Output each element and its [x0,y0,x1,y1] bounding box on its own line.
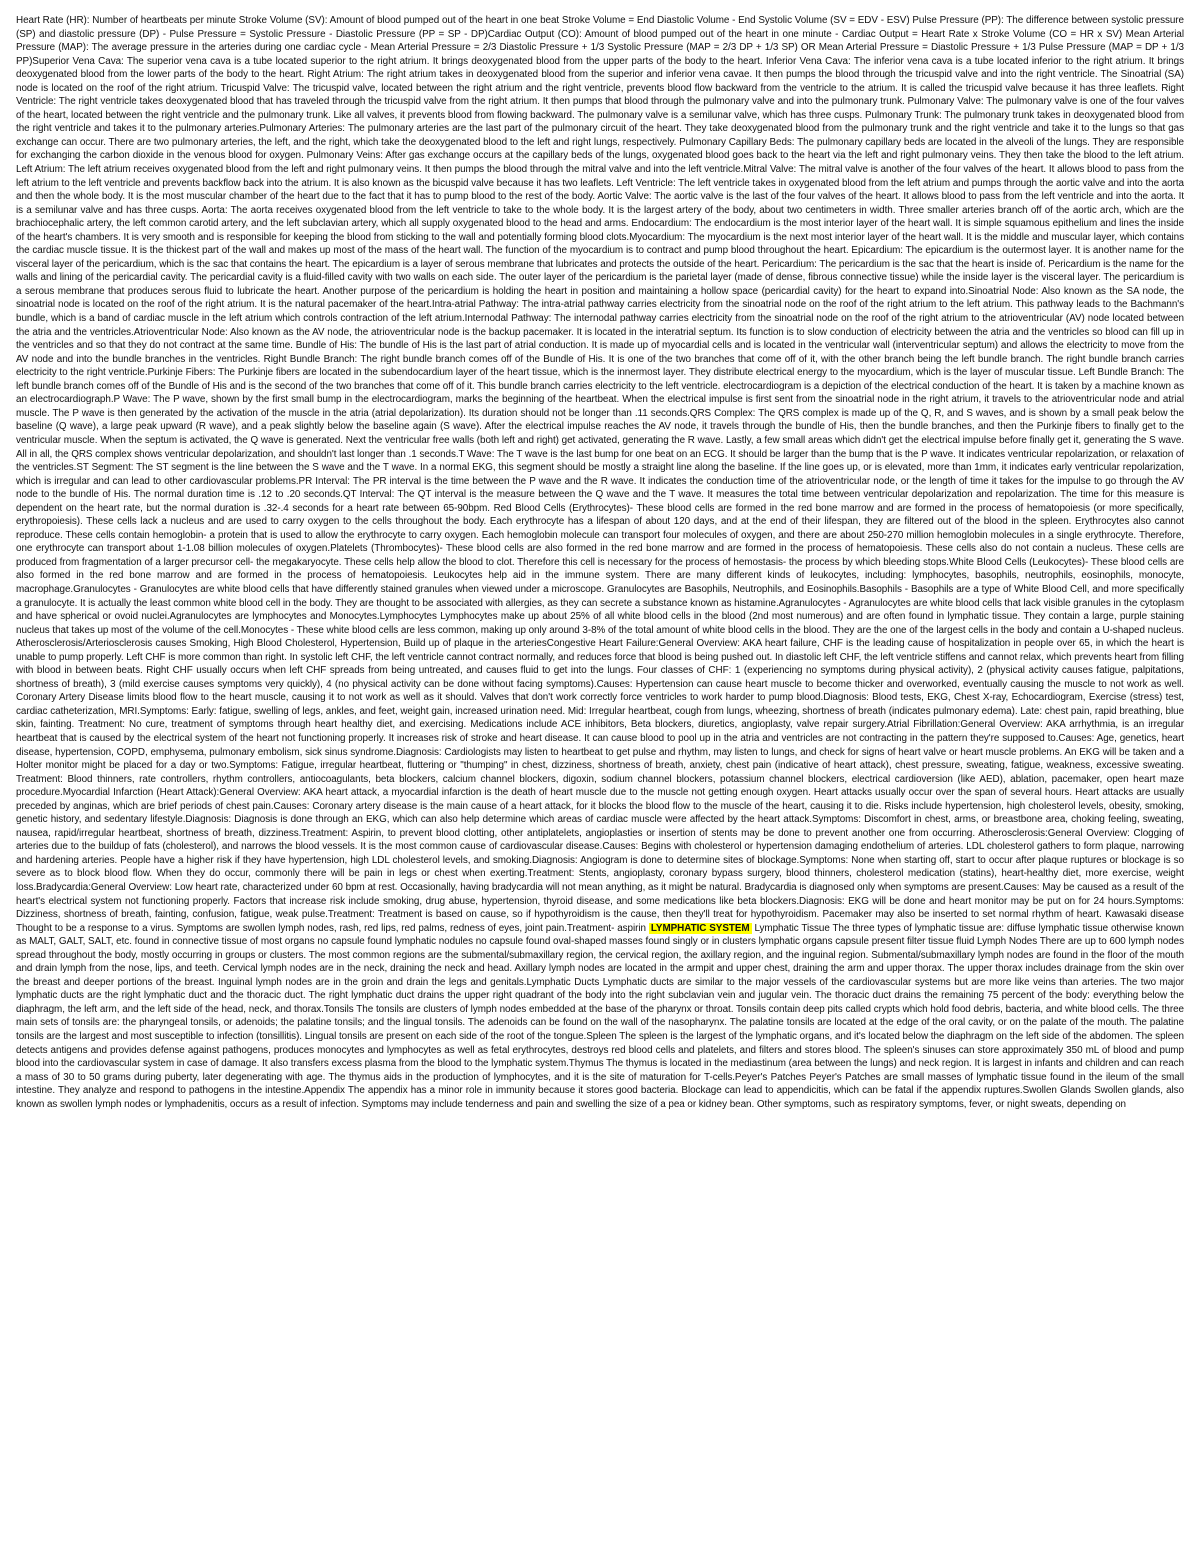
lymphatic-system-highlight: LYMPHATIC SYSTEM [650,922,750,934]
body-text-continued: Lymphatic Tissue The three types of lymphatic tissue are: diffuse lymphatic tissue otherwise known as MALT, GALT, SALT, etc. found in connective tissue of most organs no capsule found lymphatic nodules no capsule found oval-shaped masses found singly or in clusters lymphatic organs capsule present filter tissue fluid Lymph Nodes There are up to 600 lymph nodes spread throughout the body, mostly occurring in groups or clusters. The most common regions are the submental/submaxillary region, the cervical region, the axillary region, and the inguinal region. Submental/submaxillary lymph nodes are found in the floor of the mouth and drain lymph from the nose, lips, and teeth. Cervical lymph nodes are in the neck, draining the neck and head. Axillary lymph nodes are located in the armpit and upper chest, draining the arm and upper thorax. The upper thorax includes drainage from the skin over the breast and deeper portions of the breast. Inguinal lymph nodes are in the groin and drain the legs and genitals.Lymphatic Ducts Lymphatic ducts are similar to the major vessels of the cardiovascular systems but are more like veins than arteries. The two major lymphatic ducts are the right lymphatic duct and the thoracic duct. The right lymphatic duct drains the upper right quadrant of the body into the right subclavian vein and jugular vein. The thoracic duct drains the remaining 75 percent of the body: everything below the diaphragm, the left arm, and the left side of the head, neck, and thorax.Tonsils The tonsils are clusters of lymph nodes embedded at the base of the pharynx or throat. Tonsils contain deep pits called crypts which hold food debris, bacteria, and white blood cells. The three main sets of tonsils are: the pharyngeal tonsils, or adenoids; the palatine tonsils; and the lingual tonsils. The adenoids can be found on the wall of the nasopharynx. The palatine tonsils are located at the edge of the oral cavity, or on the palate of the mouth. The palatine tonsils are the largest and most susceptible to infection (tonsillitis). Lingual tonsils are present on each side of the root of the tongue.Spleen The spleen is the largest of the lymphatic organs, and it's located below the diaphragm on the left side of the abdomen. The spleen detects antigens and provides defense against pathogens, produces monocytes and lymphocytes as well as fetal erythrocytes, destroys red blood cells and platelets, and filters and stores blood. The spleen's sinuses can store approximately 350 mL of blood and pump blood into the cardiovascular system in case of damage. It also transfers excess plasma from the blood to the lymphatic system.Thymus The thymus is located in the mediastinum (area between the lungs) and neck region. It is largest in infants and children and can reach a mass of 30 to 50 grams during puberty, later degenerating with age. The thymus aids in the production of lymphocytes, and it is the site of maturation for T-cells.Peyer's Patches Peyer's Patches are small masses of lymphatic tissue found in the ileum of the small intestine. They analyze and respond to pathogens in the intestine.Appendix The appendix has a minor role in immunity because it stores good bacteria. Blockage can lead to appendicitis, which can be fatal if the appendix ruptures.Swollen Glands Swollen glands, also known as swollen lymph nodes or lymphadenitis, occurs as a result of infection. Symptoms may include tenderness and pain and swelling the size of a pea or kidney bean. Other symptoms, such as respiratory symptoms, fever, or night sweats, depending on [16,922,1184,1110]
body-text: Heart Rate (HR): Number of heartbeats per minute Stroke Volume (SV): Amount of blood pumped out of the heart in one beat Stroke Volume = End Diastolic Volume - End Systolic Volume (SV = EDV - ESV) Pulse Pressure (PP): The difference between systolic pressure (SP) and diastolic pressure (DP) - Pulse Pressure = Systolic Pressure - Diastolic Pressure (PP = SP - DP)Cardiac Output (CO): Amount of blood pumped out of the heart in one minute - Cardiac Output = Heart Rate x Stroke Volume (CO = HR x SV) Mean Arterial Pressure (MAP): The average pressure in the arteries during one cardiac cycle - Mean Arterial Pressure = 2/3 Diastolic Pressure + 1/3 Systolic Pressure (MAP = 2/3 DP + 1/3 SP) OR Mean Arterial Pressure = Diastolic Pressure + 1/3 Pulse Pressure (MAP = DP + 1/3 PP)Superior Vena Cava: The superior vena cava is a tube located superior to the right atrium. It brings deoxygenated blood from the upper parts of the body to the heart. Inferior Vena Cava: The inferior vena cava is a tube located inferior to the right atrium. It brings deoxygenated blood from the lower parts of the body to the heart. Right Atrium: The right atrium takes in deoxygenated blood from the superior and inferior vena cavae. It then pumps the blood through the tricuspid valve and into the right ventricle. The Sinoatrial (SA) node is located on the roof of the right atrium. Tricuspid Valve: The tricuspid valve, located between the right atrium and the right ventricle, prevents blood flow backward from the ventricle to the atrium. It is called the tricuspid valve because it has three leaflets. Right Ventricle: The right ventricle takes deoxygenated blood that has traveled through the tricuspid valve from the right atrium. It then pumps that blood through the pulmonary valve and into the pulmonary trunk. Pulmonary Valve: The pulmonary valve is one of the four valves of the heart, located between the right ventricle and the pulmonary trunk. Like all valves, it prevents blood from flowing backward. The pulmonary valve is a semilunar valve, which has three cusps. Pulmonary Trunk: The pulmonary trunk takes in deoxygenated blood from the right ventricle and takes it to the pulmonary arteries.Pulmonary Arteries: The pulmonary arteries are the last part of the pulmonary circuit of the heart. They take deoxygenated blood from the pulmonary trunk and the right ventricle and take it to the lungs so that gas exchange can occur. There are two pulmonary arteries, the left, and the right, which take the deoxygenated blood to the left and right lungs, respectively. Pulmonary Capillary Beds: The pulmonary capillary beds are located in the alveoli of the lungs. They are responsible for exchanging the carbon dioxide in the venous blood for oxygen. Pulmonary Veins: After gas exchange occurs at the capillary beds of the lungs, oxygenated blood goes back to the heart via the left and right pulmonary veins. They then take the blood to the left atrium. Left Atrium: The left atrium receives oxygenated blood from the left and right pulmonary veins. It then pumps the blood through the mitral valve and into the left ventricle.Mitral Valve: The mitral valve is another of the four valves of the heart. It allows blood to pass from the left atrium to the left ventricle and prevents backflow back into the atrium. It is also known as the bicuspid valve because it has two leaflets. Left Ventricle: The left ventricle takes in oxygenated blood from the left atrium and pumps through the aortic valve and into the aorta and then the whole body. It is the most muscular chamber of the heart due to the fact that it has to pump blood to the rest of the body. Aortic Valve: The aortic valve is the last of the four valves of the heart. It allows blood to pass from the left ventricle and into the aorta. It is a semilunar valve and has three cusps. Aorta: The aorta receives oxygenated blood from the left ventricle to take to the whole body. It is the largest artery of the body, about two centimeters in width. Three smaller arteries branch off of the aortic arch, which are the brachiocephalic artery, the left common carotid artery, and the left subclavian artery, which all supply oxygenated blood to the head and arms. Endocardium: The endocardium is the most interior layer of the heart wall. It is simple squamous epithelium and lines the inside of the heart's chambers. It is very smooth and is responsible for keeping the blood from sticking to the wall and potentially forming blood clots.Myocardium: The myocardium is the next most interior layer of the heart wall. It is the middle and muscular layer, which contains the cardiac muscle tissue. It is the thickest part of the wall and makes up most of the mass of the heart wall. The function of the myocardium is to contract and pump blood throughout the heart. Epicardium: The epicardium is the outermost layer. It is another name for the visceral layer of the pericardium, which is the sac that contains the heart. The epicardium is a layer of serous membrane that lubricates and protects the outside of the heart. Pericardium: The pericardium is the sac that the heart is inside of. Pericardium is the name for the walls and lining of the pericardial cavity. The pericardial cavity is a fluid-filled cavity with two walls on each side. The outer layer of the pericardium is the parietal layer (made of dense, fibrous connective tissue) while the inside layer is the visceral layer. The pericardium is a serous membrane that produces serous fluid to lubricate the heart. Another purpose of the pericardium is holding the heart in position and maintaining a hollow space (pericardial cavity) for the heart to expand into.Sinoatrial Node: Also known as the SA node, the sinoatrial node is located on the roof of the right atrium. It is the natural pacemaker of the heart.Intra-atrial Pathway: The intra-atrial pathway carries electricity from the sinoatrial node on the roof of the right atrium to the left atrium. This pathway leads to the Bachmann's bundle, which is a band of cardiac muscle in the left atrium which controls contraction of the left atrium.Internodal Pathway: The internodal pathway carries electricity from the sinoatrial node on the roof of the right atrium to the atrioventricular (AV) node located between the atria and the ventricles.Atrioventricular Node: Also known as the AV node, the atrioventricular node is the backup pacemaker. It is located in the interatrial septum. Its function is to slow conduction of electricity between the atria and the ventricles so blood can fill up in the ventricles and so that they do not contract at the same time. Bundle of His: The bundle of His is the last part of atrial conduction. It is made up of myocardial cells and is located in the ventricular wall (interventricular septum) and allows the electricity to move from the AV node and into the bundle branches in the ventricles. Right Bundle Branch: The right bundle branch comes off of the Bundle of His. It is one of the two branches that come off of it, with the other branch being the left bundle branch. The right bundle branch carries electricity to the right ventricle.Purkinje Fibers: The Purkinje fibers are located in the subendocardium layer of the heart tissue, which is the innermost layer. They distribute electrical energy to the myocardium, which is the layer of muscular tissue. Left Bundle Branch: The left bundle branch comes off of the Bundle of His and is the second of the two branches that come off of it. This bundle branch carries electricity to the left ventricle. electrocardiogram is a depiction of the electrical conduction of the heart. It is taken by a machine known as an electrocardiograph.P Wave: The P wave, shown by the first small bump in the electrocardiogram, marks the beginning of the heartbeat. When the electrical impulse is first sent from the sinoatrial node in the right atrium, it travels to the atrioventricular node and atrial muscle. The P wave is then generated by the activation of the muscle in the atria (atrial depolarization). Its duration should not be longer than .11 seconds.QRS Complex: The QRS complex is made up of the Q, R, and S waves, and is shown by a small peak below the baseline (Q wave), a large peak upward (R wave), and a peak slightly below the baseline again (S wave). After the electrical impulse reaches the AV node, it travels through the bundle of His, then the bundle branches, and then the Purkinje fibers to finally get to the ventricular muscle. When the septum is activated, the Q wave is generated. Next the ventricular free walls (both left and right) get activated, generating the R wave. Lastly, a few small areas which didn't get the electrical impulse before finally get it, generating the S wave. All in all, the QRS complex shows ventricular depolarization, and shouldn't last longer than .1 seconds.T Wave: The T wave is the last bump for one beat on an ECG. It should be larger than the bump that is the P wave. It indicates ventricular repolarization, or relaxation of the ventricles.ST Segment: The ST segment is the line between the S wave and the T wave. In a normal EKG, this segment should be mostly a straight line along the baseline. If the line goes up, or is elevated, more than 1mm, it indicates early ventricular repolarization, which is irregular and can lead to other cardiovascular problems.PR Interval: The PR interval is the time between the P wave and the R wave. It indicates the conduction time of the atrioventricular node, or the length of time it takes for the impulse to go through the AV node to the bundle of His. The normal duration time is .12 to .20 seconds.QT Interval: The QT interval is the measure between the Q wave and the T wave. It measures the total time between ventricular depolarization and repolarization. The time for this measure is dependent on the heart rate, but the normal duration is .32-.4 seconds for a heart rate between 65-90bpm. Red Blood Cells (Erythrocytes)- These blood cells are formed in the red bone marrow and are formed in the process of hematopoiesis (or more specifically, erythropoiesis). These cells lack a nucleus and are used to carry oxygen to the cells throughout the body. Each erythrocyte has a lifespan of about 120 days, and at the end of their lifespan, they are filtered out of the blood in the spleen. Erythrocytes also cannot reproduce. These cells contain hemoglobin- a protein that is used to allow the erythrocyte to carry oxygen. Each hemoglobin molecule can transport four molecules of oxygen, and there are about 250-270 million hemoglobin molecules in a single erythrocyte. Therefore, one erythrocyte can transport about 1-1.08 billion molecules of oxygen.Platelets (Thrombocytes)- These blood cells are also formed in the red bone marrow and are formed in the process of hematopoiesis. These cells also do not contain a nucleus. These cells are produced from fragmentation of a larger precursor cell- the megakaryocyte. These cells help allow the blood to clot. Therefore this cell is necessary for the process of hemostasis- the process by which bleeding stops.White Blood Cells (Leukocytes)- These blood cells are also formed in the red bone marrow and are formed in the process of hematopoiesis. Leukocytes help aid in the immune system. There are many different kinds of leukocytes, including: lymphocytes, basophils, neutrophils, eosinophils, monocyte, macrophage.Granulocytes - Granulocytes are white blood cells that have differently stained granules when viewed under a microscope. Granulocytes are Basophils, Neutrophils, and Eosinophils.Basophils - Basophils are a type of White Blood Cell, and more specifically a granulocyte. It is actually the least common white blood cell in the body. They are thought to be associated with allergies, as they can secrete a substance known as histamine.Agranulocytes - Agranulocytes are white blood cells that lack visible granules in the cytoplasm and have spherical or ovoid nuclei.Agranulocytes are lymphocytes and Monocytes.Lymphocytes Lymphocytes make up about 25% of all white blood cells in the blood (2nd most numerous) and are often found in lymphatic tissue. They contain a large, purple staining nucleus that takes up most of the volume of the cell.Monocytes - These white blood cells are less common, making up only around 3-8% of the total amount of white blood cells in the blood. They are the one of the largest cells in the body and contain a U-shaped nucleus. Atherosclerosis/Arteriosclerosis causes Smoking, High Blood Cholesterol, Hypertension, Build up of plaque in the arteriesCongestive Heart Failure:General Overview: AKA heart failure, CHF is the leading cause of hospitalization in people over 65, in which the heart is unable to pump properly. Left CHF is more common than right. In systolic left CHF, the left ventricle cannot contract normally, and reduces force that blood is being pushed out. In diastolic left CHF, the left ventricle stiffens and cannot relax, which prevents heart from filling with blood in between beats. Right CHF usually occurs when left CHF spreads from being untreated, and causes fluid to get into the lungs. Four classes of CHF: 1 (experiencing no symptoms during physical activity), 2 (physical activity causes fatigue, palpitations, shortness of breath), 3 (mild exercise causes symptoms very quickly), 4 (no physical activity can be done without facing symptoms).Causes: Hypertension can cause heart muscle to become thicker and overworked, eventually causing the muscle to not work as well. Coronary Artery Disease limits blood flow to the heart muscle, causing it to not work as well as it should. Valves that don't work correctly force ventricles to work harder to pump blood.Diagnosis: Blood tests, EKG, Chest X-ray, Echocardiogram, Exercise (stress) test, cardiac catheterization, MRI.Symptoms: Early: fatigue, swelling of legs, ankles, and feet, weight gain, increased urination need. Mid: Irregular heartbeat, cough from lungs, wheezing, shortness of breath (indicates pulmonary edema). Late: chest pain, rapid breathing, blue skin, fainting. Treatment: No cure, treatment of symptoms through heart healthy diet, and exercising. Medications include ACE inhibitors, Beta blockers, diuretics, angioplasty, valve repair surgery.Atrial Fibrillation:General Overview: AKA arrhythmia, is an irregular heartbeat that is caused by the electrical system of the heart not functioning properly. It increases risk of stroke and heart disease. It can cause blood to pool up in the atria and ventricles are not contracting in the pattern they're supposed to.Causes: Age, genetics, heart disease, hypertension, COPD, emphysema, pulmonary embolism, sick sinus syndrome.Diagnosis: Cardiologists may listen to heartbeat to get pulse and rhythm, may listen to lungs, and check for signs of heart valve or heart muscle problems. An EKG will be taken and a Holter monitor might be placed for a day or two.Symptoms: Fatigue, irregular heartbeat, fluttering or "thumping" in chest, dizziness, shortness of breath, anxiety, chest pain (indicative of heart attack), chest pressure, sweating, fatigue, weakness, excessive sweating. Treatment: Blood thinners, rate controllers, rhythm controllers, antiocoagulants, beta blockers, calcium channel blockers, digoxin, sodium channel blockers, potassium channel blockers, electrical cardioversion (like AED), ablation, pacemaker, open heart maze procedure.Myocardial Infarction (Heart Attack):General Overview: AKA heart attack, a myocardial infarction is the death of heart muscle due to the muscle not getting enough oxygen. Heart attacks usually occur over the span of several hours. Heart attacks are usually preceded by anginas, which are brief periods of chest pain.Causes: Coronary artery disease is the main cause of a heart attack, for it blocks the blood flow to the muscle of the heart, causing it to die. Risks include hypertension, high cholesterol levels, obesity, smoking, genetic history, and sedentary lifestyle.Diagnosis: Diagnosis is done through an EKG, which can also help determine which areas of cardiac muscle were affected by the heart attack.Symptoms: Discomfort in chest, arms, or breastbone area, choking feeling, sweating, nausea, rapid/irregular heartbeat, shortness of breath, dizziness.Treatment: Aspirin, to prevent blood clotting, other antiplatelets, angioplasties or insertion of stents may be done to prevent another one from occurring. Atherosclerosis:General Overview: Clogging of arteries due to the buildup of fats (cholesterol), and narrows the blood vessels. It is the most common cause of cardiovascular disease.Causes: Begins with cholesterol or hypertension damaging endothelium of arteries. LDL cholesterol gathers to form plaque, narrowing and hardening arteries. People have a higher risk if they have hypertension, high LDL cholesterol levels, and smoking.Diagnosis: Angiogram is done to determine sites of blockage.Symptoms: None when starting off, start to occur after plaque ruptures or blockage is so severe as to block blood flow. When they do occur, commonly there will be pain in legs or chest when exerting.Treatment: Stents, angioplasty, coronary bypass surgery, blood thinners, cholesterol medication (statins), heart-healthy diet, more exercise, weight loss.Bradycardia:General Overview: Low heart rate, characterized under 60 bpm at rest. Occasionally, having bradycardia will not mean anything, as it might be natural. Bradycardia is diagnosed only when symptoms are present.Causes: May be caused as a result of the heart's electrical system not functioning properly. Factors that increase risk include smoking, drug abuse, hypertension, thyroid disease, and some medications like beta blockers.Diagnosis: EKG will be done and heart monitor may be put on for 24 hours.Symptoms: Dizziness, shortness of breath, fainting, confusion, fatigue, weak pulse.Treatment: Treatment is based on cause, so if hypothyroidism is the cause, then they'll treat for hypothyroidism. Pacemaker may also be inserted to set normal rhythm of heart. Kawasaki disease Thought to be a response to a virus. Symptoms are swollen lymph nodes, rash, red lips, red palms, redness of eyes, joint pain.Treatment- aspirin [16,15,1184,934]
